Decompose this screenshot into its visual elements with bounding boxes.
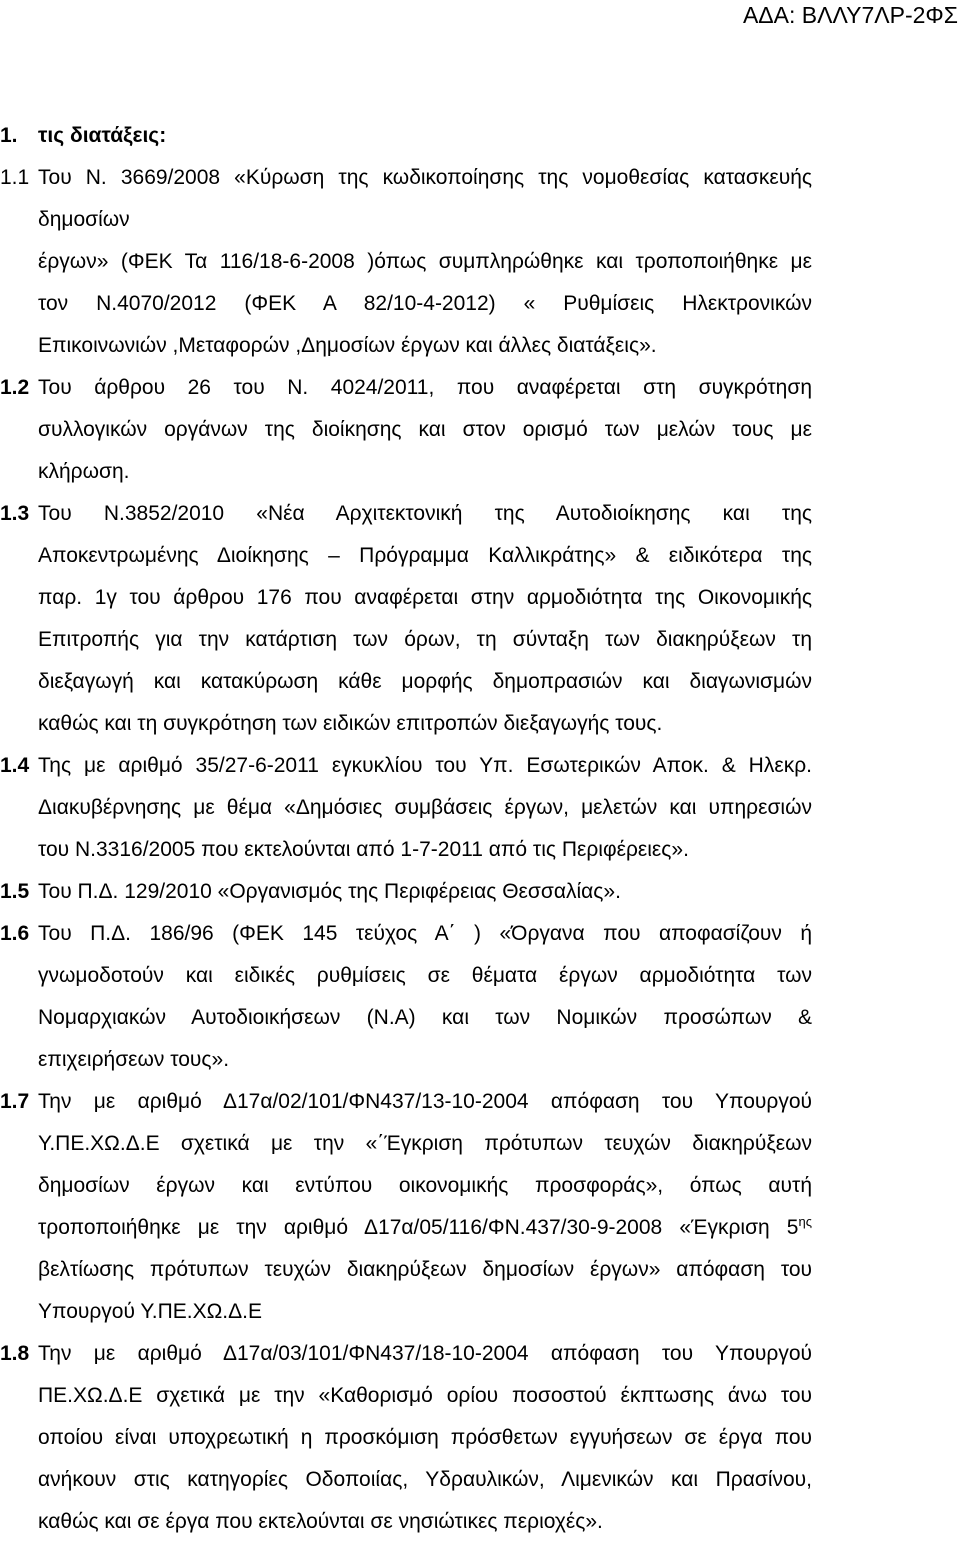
ordinal-superscript: ης xyxy=(798,1214,812,1229)
clause-1-3-line-3: παρ. 1γ του άρθρου 176 που αναφέρεται στην αρμοδιότητα της Οικονομικής xyxy=(38,586,812,609)
clause-1-4-line-3: του Ν.3316/2005 που εκτελούνται από 1-7-2011 από τις Περιφέρειες». xyxy=(38,838,689,861)
clause-1-7 xyxy=(0,1081,812,1333)
clause-1-3-number: 1.3 xyxy=(0,502,30,525)
clause-1-8 xyxy=(0,1333,812,1543)
clause-1-7-line-1: Την με αριθμό Δ17α/02/101/ΦΝ437/13-10-2004 απόφαση του Υπουργού xyxy=(38,1090,812,1113)
clause-1-2-line-2: συλλογικών οργάνων της διοίκησης και στον ορισμό των μελών τους με xyxy=(38,418,812,441)
clause-1-8-line-3: οποίου είναι υποχρεωτική η προσκόμιση πρόσθετων εγγυήσεων σε έργα που xyxy=(38,1426,812,1449)
clause-1-3 xyxy=(0,493,812,745)
clause-1-1-line-2: δημοσίων xyxy=(38,208,130,231)
clause-1-3-line-2: Αποκεντρωμένης Διοίκησης – Πρόγραμμα Καλλικράτης» & ειδικότερα της xyxy=(38,544,812,567)
clause-1-1-line-1: Του Ν. 3669/2008 «Κύρωση της κωδικοποίησης της νομοθεσίας κατασκευής xyxy=(38,166,812,189)
clause-1-5-line-1: Του Π.Δ. 129/2010 «Οργανισμός της Περιφέρειας Θεσσαλίας». xyxy=(38,880,621,903)
clause-1-7-line-4 xyxy=(38,1207,812,1249)
clause-1-number: 1. xyxy=(0,124,18,147)
clause-1-1-line-5: Επικοινωνιών ,Μεταφορών ,Δημοσίων έργων και άλλες διατάξεις». xyxy=(38,334,657,357)
clause-1-3-line-1: Του Ν.3852/2010 «Νέα Αρχιτεκτονική της Αυτοδιοίκησης και της xyxy=(38,502,812,525)
clause-1-8-line-4: ανήκουν στις κατηγορίες Οδοποιίας, Υδραυλικών, Λιμενικών και Πρασίνου, xyxy=(38,1468,812,1491)
clause-1-2-line-3: κλήρωση. xyxy=(38,460,130,483)
clause-1-5 xyxy=(0,871,812,913)
document-body xyxy=(0,115,812,1543)
clause-1-7-line-3: δημοσίων έργων και εντύπου οικονομικής προσφοράς», όπως αυτή xyxy=(38,1174,812,1197)
clause-1-3-line-5: διεξαγωγή και κατακύρωση κάθε μορφής δημοπρασιών και διαγωνισμών xyxy=(38,670,812,693)
clause-1-7-number: 1.7 xyxy=(0,1090,30,1113)
clause-1-4-line-2: Διακυβέρνησης με θέμα «Δημόσιες συμβάσεις έργων, μελετών και υπηρεσιών xyxy=(38,796,812,819)
clause-1-2 xyxy=(0,367,812,493)
clause-1-6-line-1: Του Π.Δ. 186/96 (ΦΕΚ 145 τεύχος Α΄ ) «Όργανα που αποφασίζουν ή xyxy=(38,922,812,945)
clause-1-line-1: τις διατάξεις: xyxy=(38,124,167,147)
clause-1-3-line-6: καθώς και τη συγκρότηση των ειδικών επιτροπών διεξαγωγής τους. xyxy=(38,712,663,735)
clause-1-7-line-6: Υπουργού Υ.ΠΕ.ΧΩ.Δ.Ε xyxy=(38,1300,262,1323)
clause-1 xyxy=(0,115,812,157)
clause-1-7-line-5: βελτίωσης πρότυπων τευχών διακηρύξεων δημοσίων έργων» απόφαση του xyxy=(38,1258,812,1281)
clause-1-7-line-4-text: τροποποιήθηκε με την αριθμό Δ17α/05/116/ΦΝ.437/30-9-2008 «Έγκριση 5 xyxy=(38,1216,799,1239)
clause-1-8-number: 1.8 xyxy=(0,1342,30,1365)
clause-1-3-line-4: Επιτροπής για την κατάρτιση των όρων, τη σύνταξη των διακηρύξεων τη xyxy=(38,628,812,651)
clause-1-6-line-4: επιχειρήσεων τους». xyxy=(38,1048,230,1071)
clause-1-1-line-3: έργων» (ΦΕΚ Τα 116/18-6-2008 )όπως συμπληρώθηκε και τροποποιήθηκε με xyxy=(38,250,812,273)
clause-1-6 xyxy=(0,913,812,1081)
clause-1-4-number: 1.4 xyxy=(0,754,30,777)
clause-1-4 xyxy=(0,745,812,871)
clause-1-8-line-2: ΠΕ.ΧΩ.Δ.Ε σχετικά με την «Καθορισμό ορίου ποσοστού έκπτωσης άνω του xyxy=(38,1384,812,1407)
clause-1-2-number: 1.2 xyxy=(0,376,30,399)
clause-1-2-line-1: Του άρθρου 26 του Ν. 4024/2011, που αναφέρεται στη συγκρότηση xyxy=(38,376,812,399)
clause-1-6-number: 1.6 xyxy=(0,922,30,945)
clause-1-5-number: 1.5 xyxy=(0,880,30,903)
clause-1-1 xyxy=(0,157,812,367)
clause-1-4-line-1: Της με αριθμό 35/27-6-2011 εγκυκλίου του Υπ. Εσωτερικών Αποκ. & Ηλεκρ. xyxy=(38,754,812,777)
clause-1-7-line-2: Υ.ΠΕ.ΧΩ.Δ.Ε σχετικά με την «΄Έγκριση πρότυπων τευχών διακηρύξεων xyxy=(38,1132,812,1155)
clause-1-1-number: 1.1 xyxy=(0,166,30,189)
ada-header: ΑΔΑ: ΒΛΛΥ7ΛΡ-2ΦΣ xyxy=(742,2,958,28)
clause-1-8-line-1: Την με αριθμό Δ17α/03/101/ΦΝ437/18-10-2004 απόφαση του Υπουργού xyxy=(38,1342,812,1365)
clause-1-8-line-5: καθώς και σε έργα που εκτελούνται σε νησιώτικες περιοχές». xyxy=(38,1510,603,1533)
clause-1-1-line-4: τον Ν.4070/2012 (ΦΕΚ Α 82/10-4-2012) « Ρυθμίσεις Ηλεκτρονικών xyxy=(38,292,812,315)
clause-1-6-line-3: Νομαρχιακών Αυτοδιοικήσεων (Ν.Α) και των Νομικών προσώπων & xyxy=(38,1006,812,1029)
clause-1-6-line-2: γνωμοδοτούν και ειδικές ρυθμίσεις σε θέματα έργων αρμοδιότητα των xyxy=(38,964,812,987)
